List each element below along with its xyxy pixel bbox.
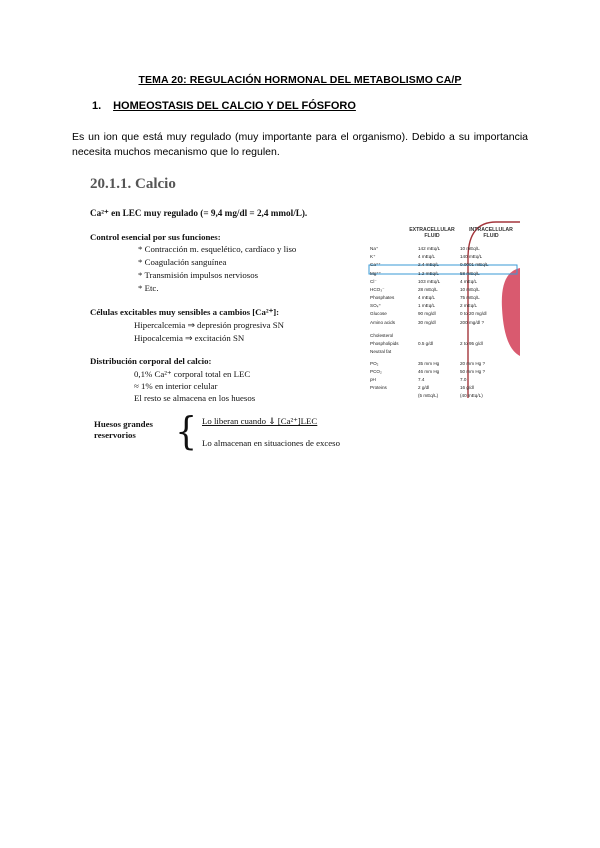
row-extracellular: 28 mEq/L [418, 287, 438, 292]
table-row [370, 310, 510, 317]
store-line: Lo almacenan en situaciones de exceso [202, 438, 341, 448]
calcium-levels: Ca²⁺ en LEC muy regulado (= 9,4 mg/dl = 2,4 mmol/L). [90, 208, 308, 218]
table-row [370, 360, 510, 367]
row-extracellular: 2.4 mEq/L [418, 262, 439, 267]
function-item: * Transmisión impulsos nerviosos [138, 270, 259, 280]
table-row [370, 245, 510, 252]
intro-paragraph: Es un ion que está muy regulado (muy importante para el organismo). Debido a su importancia necesita muchos mecanismo que lo regulen. [72, 131, 528, 158]
section-number: 1. [92, 100, 102, 112]
row-extracellular: 30 mg/dl [418, 320, 436, 325]
hypocalcemia: Hipocalcemia ⇒ excitación SN [134, 333, 245, 343]
row-extracellular: 1.2 mEq/L [418, 271, 439, 276]
row-extracellular: 142 mEq/L [418, 246, 441, 251]
section-heading [92, 100, 356, 112]
table-row [370, 253, 510, 260]
row-name: Phospholipids [370, 341, 399, 346]
table-row [370, 319, 510, 326]
row-intracellular: 75 mEq/L [460, 295, 480, 300]
distribution-heading: Distribución corporal del calcio: [90, 356, 212, 366]
fluid-composition-table [368, 218, 520, 398]
control-heading: Control esencial por sus funciones: [90, 232, 221, 242]
row-intracellular: 0.0001 mEq/L [460, 262, 489, 267]
row-intracellular: (40 mEq/L) [460, 393, 483, 398]
slide-title: 20.1.1. Calcio [90, 176, 176, 192]
table-row [370, 286, 510, 293]
hypercalcemia: Hipercalcemia ⇒ depresión progresiva SN [134, 320, 285, 330]
function-item: * Coagulación sanguínea [138, 257, 227, 267]
table-row [370, 384, 510, 391]
row-name: Phosphates [370, 295, 395, 300]
row-intracellular: 4 mEq/L [460, 279, 478, 284]
row-name: Neutral fat [370, 349, 392, 354]
table-row [370, 368, 510, 375]
table-row [370, 348, 510, 355]
row-name: Proteins [370, 385, 387, 390]
table-row [370, 376, 510, 383]
intracellular-header: INTRACELLULAR FLUID [469, 227, 513, 239]
calcio-slide [86, 174, 366, 460]
bones-label: Huesos grandes reservorios [94, 419, 153, 440]
row-intracellular: 140 mEq/L [460, 254, 483, 259]
row-name: PO₂ [370, 361, 379, 366]
row-name: Cl⁻ [370, 279, 377, 284]
table-row [370, 278, 510, 285]
table-row [370, 270, 510, 277]
distribution-item: ≈ 1% en interior celular [134, 381, 218, 391]
row-intracellular: 20 mm Hg ? [460, 361, 486, 366]
row-extracellular: 90 mg/dl [418, 311, 436, 316]
row-extracellular: (5 mEq/L) [418, 393, 439, 398]
extracellular-header: EXTRACELLULAR FLUID [409, 227, 455, 239]
row-intracellular: 16 g/dl [460, 385, 474, 390]
table-row [370, 340, 510, 347]
function-item: * Etc. [138, 283, 159, 293]
row-intracellular: 0 to 20 mg/dl [460, 311, 487, 316]
section-title: HOMEOSTASIS DEL CALCIO Y DEL FÓSFORO [113, 100, 356, 112]
row-extracellular: 2 g/dl [418, 385, 430, 390]
release-line: Lo liberan cuando ⇓ [Ca²⁺]LEC [202, 416, 318, 426]
row-name: HCO₃⁻ [370, 287, 385, 292]
row-extracellular: 35 mm Hg [418, 361, 440, 366]
row-extracellular: 1 mEq/L [418, 303, 436, 308]
row-name: Na⁺ [370, 246, 379, 251]
function-item: * Contracción m. esquelético, cardíaco y liso [138, 244, 297, 254]
row-extracellular: 7.4 [418, 377, 425, 382]
row-extracellular: 4 mEq/L [418, 295, 436, 300]
row-extracellular: 0.5 g/dl [418, 341, 434, 346]
row-name: Mg⁺⁺ [370, 271, 382, 276]
row-intracellular: 2 to 95 g/dl [460, 341, 483, 346]
table-row [370, 261, 510, 268]
row-intracellular: 2 mEq/L [460, 303, 478, 308]
table-row [370, 392, 510, 398]
row-name: pH [370, 377, 376, 382]
row-extracellular: 103 mEq/L [418, 279, 441, 284]
brace-symbol: { [175, 409, 197, 453]
row-intracellular: 10 mEq/L [460, 287, 480, 292]
row-name: Glucose [370, 311, 387, 316]
row-extracellular: 46 mm Hg [418, 369, 440, 374]
row-name: Amino acids [370, 320, 396, 325]
table-row [370, 332, 510, 339]
row-extracellular: 4 mEq/L [418, 254, 436, 259]
row-intracellular: 200 mg/dl ? [460, 320, 485, 325]
row-name: Ca⁺⁺ [370, 262, 381, 267]
page-title: TEMA 20: REGULACIÓN HORMONAL DEL METABOLISMO CA/P [138, 74, 462, 86]
row-name: SO₄⁼ [370, 303, 381, 308]
row-name: K⁺ [370, 254, 376, 259]
row-intracellular: 58 mEq/L [460, 271, 480, 276]
row-name: Cholesterol [370, 333, 394, 338]
row-intracellular: 50 mm Hg ? [460, 369, 486, 374]
distribution-item: El resto se almacena en los huesos [134, 393, 256, 403]
row-intracellular: 7.0 [460, 377, 467, 382]
table-row [370, 294, 510, 301]
row-name: PCO₂ [370, 369, 382, 374]
cells-heading: Células excitables muy sensibles a cambios [Ca²⁺]: [90, 307, 280, 317]
table-row [370, 302, 510, 309]
row-intracellular: 10 mEq/L [460, 246, 480, 251]
distribution-item: 0,1% Ca²⁺ corporal total en LEC [134, 369, 251, 379]
